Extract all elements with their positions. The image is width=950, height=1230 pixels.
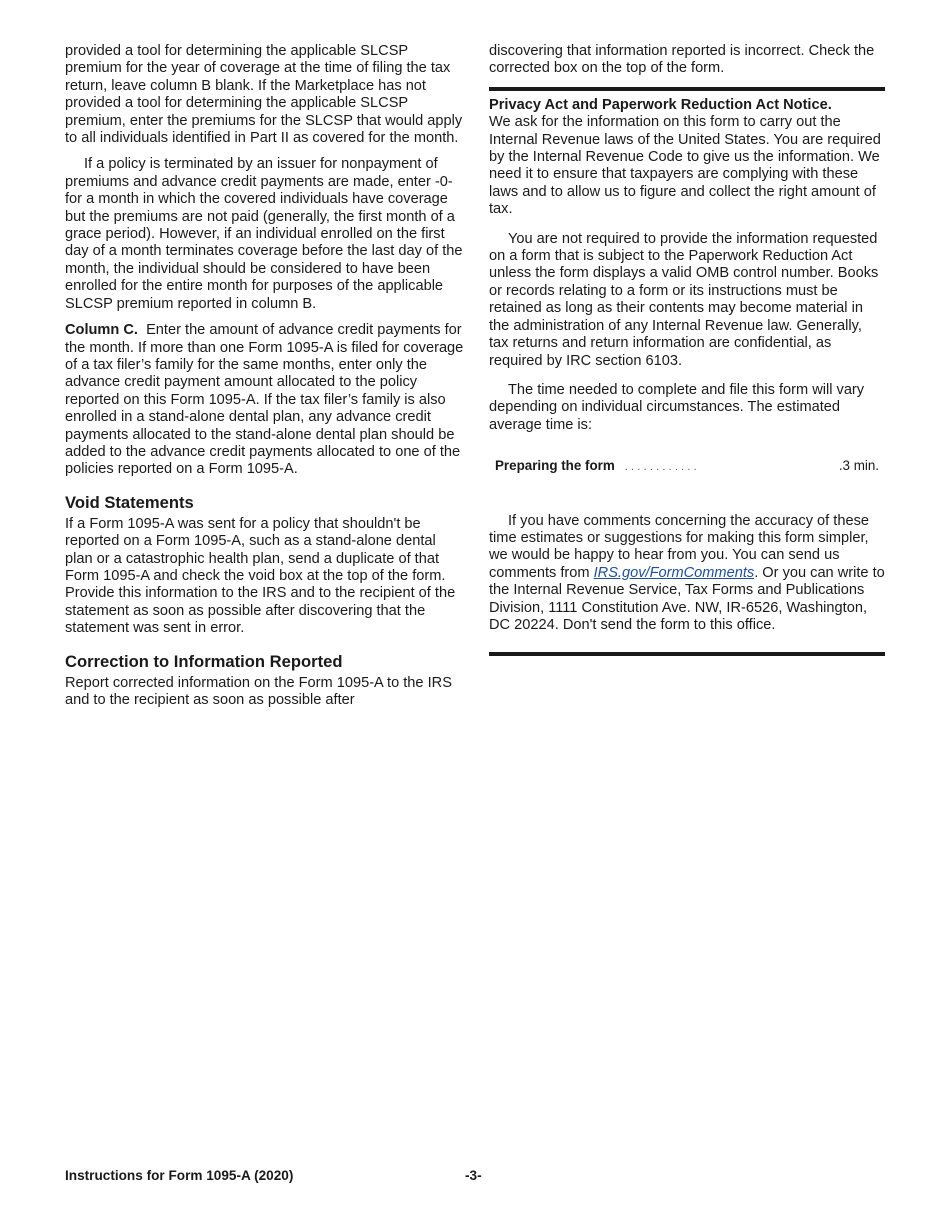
left-column xyxy=(65,43,465,709)
time-estimate-label: Preparing the form xyxy=(495,458,615,474)
column-c-paragraph xyxy=(65,322,465,479)
slcsp-paragraph: provided a tool for determining the applicable SLCSP premium for the year of coverage at the time of filing the tax return, leave column B blank. If the Marketplace has not provided a tool for determining the applicable SLCSP premium, enter the premiums for the SLCSP that would apply to all individuals identified in Part II as covered for the month. xyxy=(65,43,463,147)
correction-heading: Correction to Information Reported xyxy=(65,651,343,671)
correction-continued-text: discovering that information reported is incorrect. Check the corrected box on the top of the form. xyxy=(489,43,875,77)
comments-text-after: . Or you can write to the Internal Revenue Service, Tax Forms and Publications Division, 1111 Constitution Ave. NW, IR-6526, Washington, DC 20224. Don't send the form to this office. xyxy=(489,564,885,633)
omb-paragraph: You are not required to provide the information requested on a form that is subject to the Paperwork Reduction Act unless the form displays a valid OMB control number. Books or records relating to a form or its instructions must be retained as long as their contents may become material in the administration of any Internal Revenue law. Generally, tax returns and return information are confidential, as required by IRC section 6103. xyxy=(489,230,879,369)
void-statements-heading: Void Statements xyxy=(65,492,194,512)
time-estimate-paragraph: The time needed to complete and file this form will vary depending on individual circumstances. The estimated average time is: xyxy=(489,381,865,433)
page-number: -3- xyxy=(465,1168,482,1183)
time-estimate-row xyxy=(489,457,885,476)
correction-text: Report corrected information on the Form 1095-A to the IRS and to the recipient as soon as possible after xyxy=(65,674,452,708)
leader-dots: ............ xyxy=(624,461,700,474)
footer-title: Instructions for Form 1095-A (2020) xyxy=(65,1168,294,1183)
column-c-label: Column C. xyxy=(65,322,138,339)
comments-text-before: If you have comments concerning the accuracy of these time estimates or suggestions for making this form simpler, we would be happy to hear from you. You can send us comments from xyxy=(489,512,869,581)
irs-form-comments-link[interactable]: IRS.gov/FormComments xyxy=(593,564,755,581)
privacy-text: We ask for the information on this form to carry out the Internal Revenue laws of the United States. You are required by the Internal Revenue Code to give us the information. We need it to ensure that taxpayers are complying with these laws and to allow us to figure and collect the right amount of tax. xyxy=(489,114,881,218)
section-divider-bottom xyxy=(489,652,885,656)
right-column xyxy=(489,43,885,656)
termination-paragraph: If a policy is terminated by an issuer for nonpayment of premiums and advance credit payments are made, enter -0- for a month in which the covered individuals have coverage but the premiums are not paid (generally, the first month of a grace period). However, if an individual enrolled on the first day of a month terminates coverage before the last day of the month, the individual should be considered to have been enrolled for the entire month for purposes of the applicable SLCSP premium reported in column B. xyxy=(65,156,463,312)
comments-paragraph xyxy=(489,513,885,635)
time-estimate-value: .3 min. xyxy=(838,458,879,474)
privacy-paragraph xyxy=(489,97,885,219)
column-c-text: Enter the amount of advance credit payments for the month. If more than one Form 1095-A is filed for coverage of a tax filer’s family for the same months, enter only the advance credit payment amount allocated to the policy reported on this Form 1095-A. If the tax filer’s family is also enrolled in a stand-alone dental plan, any advance credit payments allocated to the stand-alone dental plan should be added to the advance credit payments allocated to one of the policies reported on a Form 1095-A. xyxy=(65,322,464,478)
privacy-heading: Privacy Act and Paperwork Reduction Act Notice. xyxy=(489,96,832,113)
void-statements-text: If a Form 1095-A was sent for a policy that shouldn't be reported on a Form 1095-A, such as a stand-alone dental plan or a catastrophic health plan, send a duplicate of that Form 1095-A and check the void box at the top of the form. Provide this information to the IRS and to the recipient of the statement as soon as possible after discovering that the statement was sent in error. xyxy=(65,515,456,637)
section-divider-top xyxy=(489,87,885,91)
